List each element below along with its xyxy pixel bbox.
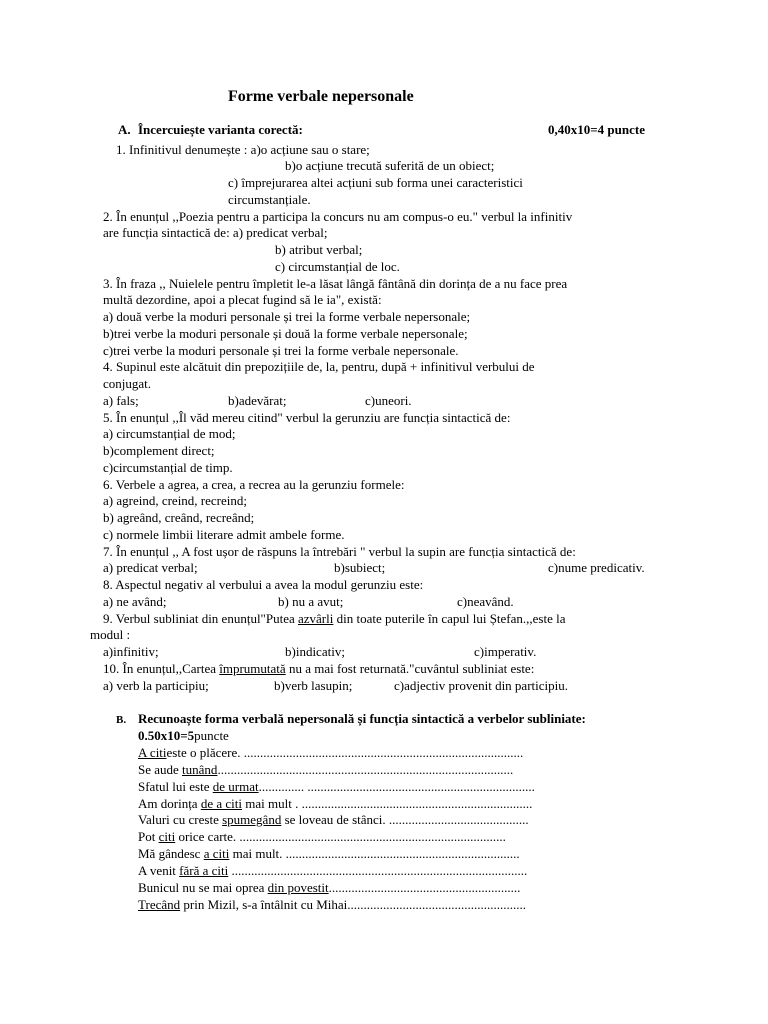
exercise-text: Mă gândesc bbox=[138, 846, 204, 861]
q3-option-b: b)trei verbe la moduri personale și două la forme verbale nepersonale; bbox=[103, 326, 468, 341]
q10-option-b: b)verb lasupin; bbox=[274, 678, 353, 693]
q2-option-b: b) atribut verbal; bbox=[275, 242, 363, 257]
exercise-text: Valuri cu creste bbox=[138, 812, 223, 827]
exercise-answer-dots: prin Mizil, s-a întâlnit cu Mihai....................................................... bbox=[180, 897, 527, 912]
section-a-points: 0,40x10=4 puncte bbox=[548, 122, 645, 137]
q7-line: 7. În enunțul ,, A fost ușor de răspuns la întrebări " verbul la supin are funcția sintactică de: bbox=[103, 544, 576, 559]
q3-line-cont: multă dezordine, apoi a plecat fugind să le ia", există: bbox=[103, 292, 382, 307]
q9-text-pre: 9. Verbul subliniat din enunțul"Putea bbox=[103, 611, 298, 626]
section-b-points-value: 0.50x10=5 bbox=[138, 728, 195, 743]
q8-option-c: c)neavând. bbox=[457, 594, 514, 609]
q4-option-a: a) fals; bbox=[103, 393, 139, 408]
exercise-underlined-verb: Trecând bbox=[138, 897, 181, 912]
exercise-underlined-verb: tunând bbox=[182, 762, 218, 777]
q1-option-c-cont: circumstanțiale. bbox=[228, 192, 311, 207]
section-b-letter: B. bbox=[116, 714, 127, 726]
exercise-answer-dots: orice carte. .................................................................................. bbox=[175, 829, 506, 844]
exercise-underlined-verb: A citi bbox=[138, 745, 167, 760]
q9-text-post: din toate puterile în capul lui Ștefan.,,este la bbox=[333, 611, 566, 626]
q1-option-b: b)o acțiune trecută suferită de un obiect; bbox=[285, 158, 495, 173]
q4-line: 4. Supinul este alcătuit din prepozițiile de, la, pentru, după + infinitivul verbului de bbox=[103, 359, 535, 374]
exercise-text: Se aude bbox=[138, 762, 183, 777]
q6-line: 6. Verbele a agrea, a crea, a recrea au la gerunziu formele: bbox=[103, 477, 405, 492]
exercise-answer-dots: se loveau de stânci. ........................................... bbox=[281, 812, 529, 827]
exercise-underlined-verb: spumegând bbox=[222, 812, 282, 827]
q9-underlined-verb: azvârli bbox=[298, 611, 334, 626]
q10-option-c: c)adjectiv provenit din participiu. bbox=[394, 678, 568, 693]
q8-line: 8. Aspectul negativ al verbului a avea la modul gerunziu este: bbox=[103, 577, 424, 592]
q6-option-c: c) normele limbii literare admit ambele forme. bbox=[103, 527, 345, 542]
exercise-answer-dots: ........................................................................................... bbox=[228, 863, 528, 878]
exercise-line bbox=[138, 829, 506, 845]
section-b-points-unit: puncte bbox=[194, 728, 229, 743]
q5-line: 5. În enunțul ,,Îl văd mereu citind" verbul la gerunziu are funcția sintactică de: bbox=[103, 410, 511, 425]
exercise-answer-dots: ........................................................................................... bbox=[217, 762, 514, 777]
q5-option-a: a) circumstanțial de mod; bbox=[103, 426, 236, 441]
q3-option-c: c)trei verbe la moduri personale și trei la forme verbale nepersonale. bbox=[103, 343, 459, 358]
q5-option-b: b)complement direct; bbox=[103, 443, 215, 458]
exercise-text: Am dorința bbox=[138, 796, 201, 811]
q2-line-cont: are funcția sintactică de: a) predicat verbal; bbox=[103, 225, 328, 240]
q3-line: 3. În fraza ,, Nuielele pentru împletit le-a lăsat lângă fântână din dorința de a nu face prea bbox=[103, 276, 568, 291]
exercise-underlined-verb: a citi bbox=[203, 846, 230, 861]
exercise-line bbox=[138, 897, 526, 913]
q6-option-b: b) agreând, creând, recreând; bbox=[103, 510, 255, 525]
exercise-text: Pot bbox=[138, 829, 159, 844]
q9-line bbox=[103, 611, 566, 627]
exercise-underlined-verb: din povestit bbox=[267, 880, 329, 895]
q2-option-c: c) circumstanțial de loc. bbox=[275, 259, 400, 274]
exercise-answer-dots: mai mult . ....................................................................... bbox=[241, 796, 533, 811]
q10-text-pre: 10. În enunțul,,Cartea bbox=[103, 661, 220, 676]
q1-option-c: c) împrejurarea altei acțiuni sub forma unei caracteristici bbox=[228, 175, 523, 190]
q3-option-a: a) două verbe la moduri personale și trei la forme verbale nepersonale; bbox=[103, 309, 471, 324]
q9-option-b: b)indicativ; bbox=[285, 644, 345, 659]
q9-option-c: c)imperativ. bbox=[474, 644, 537, 659]
exercise-line bbox=[138, 745, 523, 761]
q7-option-c: c)nume predicativ. bbox=[548, 560, 645, 575]
section-b-heading: Recunoaște forma verbală nepersonală și funcția sintactică a verbelor subliniate: bbox=[138, 711, 586, 726]
q10-text-post: nu a mai fost returnată."cuvântul subliniat este: bbox=[285, 661, 535, 676]
q7-option-b: b)subiect; bbox=[334, 560, 386, 575]
exercise-line bbox=[138, 880, 520, 896]
exercise-underlined-verb: citi bbox=[158, 829, 176, 844]
section-a-heading: Încercuiește varianta corectă: bbox=[138, 122, 303, 137]
q1-line: 1. Infinitivul denumește : a)o acțiune sau o stare; bbox=[116, 142, 370, 157]
q10-option-a: a) verb la participiu; bbox=[103, 678, 209, 693]
exercise-answer-dots: mai mult. ........................................................................ bbox=[229, 846, 520, 861]
exercise-line bbox=[138, 812, 529, 828]
exercise-underlined-verb: de a citi bbox=[200, 796, 242, 811]
exercise-line bbox=[138, 762, 513, 778]
exercise-text: A venit bbox=[138, 863, 180, 878]
q4-option-c: c)uneori. bbox=[365, 393, 412, 408]
exercise-text: Bunicul nu se mai oprea bbox=[138, 880, 268, 895]
exercise-line bbox=[138, 846, 520, 862]
exercise-line bbox=[138, 796, 532, 812]
q6-option-a: a) agreind, creind, recreind; bbox=[103, 493, 248, 508]
q9-option-a: a)infinitiv; bbox=[103, 644, 159, 659]
q7-option-a: a) predicat verbal; bbox=[103, 560, 198, 575]
exercise-text: Sfatul lui este bbox=[138, 779, 213, 794]
section-b-points bbox=[138, 728, 229, 744]
q8-option-a: a) ne având; bbox=[103, 594, 167, 609]
exercise-line bbox=[138, 779, 535, 795]
page-title: Forme verbale nepersonale bbox=[228, 88, 414, 105]
exercise-underlined-verb: de urmat bbox=[212, 779, 259, 794]
q10-line bbox=[103, 661, 534, 677]
exercise-underlined-verb: fără a citi bbox=[179, 863, 229, 878]
exercise-answer-dots: .............. ...................................................................... bbox=[258, 779, 535, 794]
q9-line-cont: modul : bbox=[90, 627, 131, 642]
exercise-line bbox=[138, 863, 527, 879]
q4-option-b: b)adevărat; bbox=[228, 393, 287, 408]
exercise-answer-dots: ........................................................... bbox=[328, 880, 521, 895]
section-a-letter: A. bbox=[118, 122, 131, 137]
q5-option-c: c)circumstanțial de timp. bbox=[103, 460, 233, 475]
exercise-answer-dots: este o plăcere. ...................................................................................... bbox=[166, 745, 524, 760]
q8-option-b: b) nu a avut; bbox=[278, 594, 344, 609]
q4-line-cont: conjugat. bbox=[103, 376, 152, 391]
q2-line: 2. În enunțul ,,Poezia pentru a participa la concurs nu am compus-o eu." verbul la infinitiv bbox=[103, 209, 573, 224]
q10-underlined-word: împrumutată bbox=[219, 661, 286, 676]
